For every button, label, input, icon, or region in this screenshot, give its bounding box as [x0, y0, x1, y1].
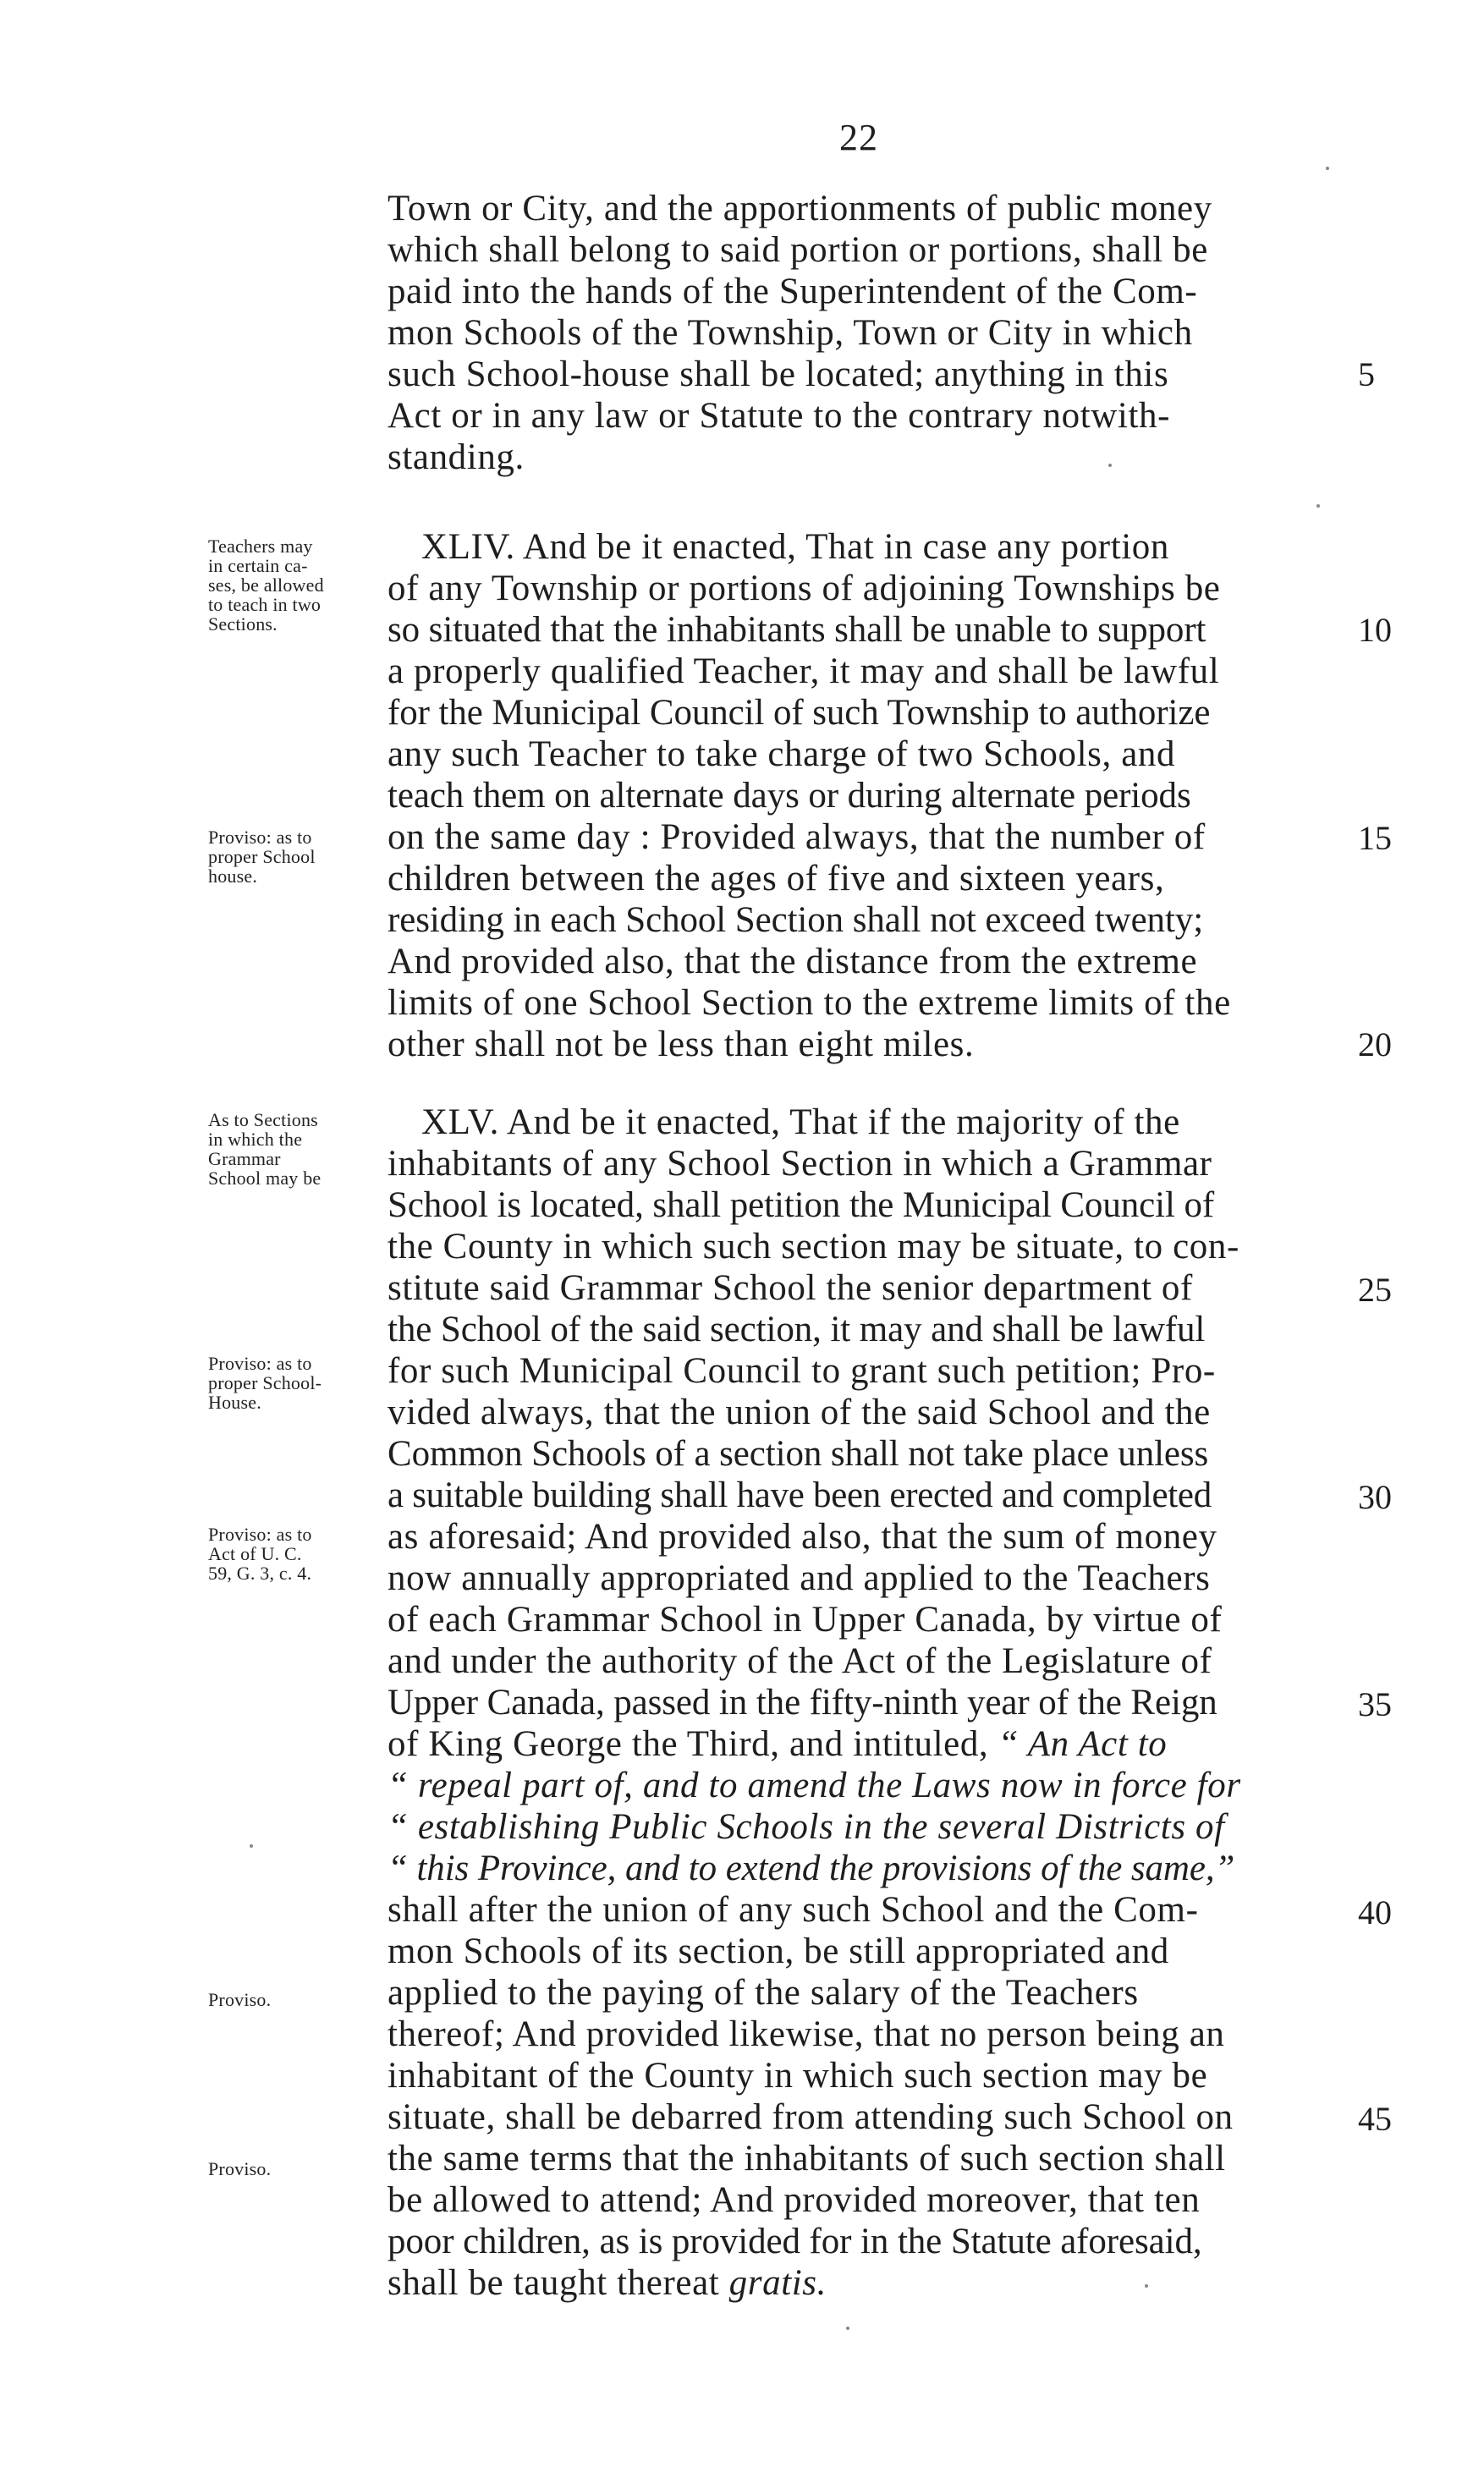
- text-line: a suitable building shall have been erected and completed: [387, 1475, 1212, 1515]
- text-line: any such Teacher to take charge of two Schools, and: [387, 734, 1176, 774]
- page-number: 22: [839, 117, 878, 158]
- italic-quote-line: “ repeal part of, and to amend the Laws now in force for: [387, 1766, 1241, 1805]
- italic-quote-line: “ this Province, and to extend the provisions of the same,”: [387, 1849, 1235, 1888]
- margin-note-line: in certain ca-: [208, 555, 308, 576]
- text-line: children between the ages of five and sixteen years,: [387, 859, 1165, 898]
- margin-note-proviso-school-house: [208, 1354, 382, 1412]
- text-line: on the same day : Provided always, that the number of: [387, 817, 1206, 857]
- text-line: which shall belong to said portion or portions, shall be: [387, 230, 1208, 270]
- margin-note-line: Sections.: [208, 613, 278, 635]
- italic-quote-line: “ establishing Public Schools in the several Districts of: [387, 1807, 1225, 1847]
- line-number: 45: [1358, 2100, 1392, 2138]
- margin-note-proviso-act: [208, 1525, 382, 1583]
- margin-note-line: Proviso: as to: [208, 827, 312, 848]
- text-line: vided always, that the union of the said School and the: [387, 1393, 1211, 1432]
- margin-note-line: to teach in two: [208, 594, 322, 615]
- text-line: poor children, as is provided for in the Statute aforesaid,: [387, 2222, 1202, 2261]
- margin-note-line: Proviso.: [208, 1989, 272, 2010]
- text-line: Upper Canada, passed in the fifty-ninth year of the Reign: [387, 1683, 1217, 1723]
- section-heading-line: XLIV. And be it enacted, That in case any portion: [421, 527, 1170, 567]
- text-line: situate, shall be debarred from attending such School on: [387, 2097, 1234, 2137]
- italic-end-word: gratis.: [728, 2263, 827, 2303]
- text-line: now annually appropriated and applied to the Teachers: [387, 1558, 1211, 1598]
- text-line: [387, 1723, 1352, 1765]
- print-speck: [846, 2327, 849, 2330]
- text-line: teach them on alternate days or during alternate periods: [387, 776, 1191, 816]
- section-xlv: [387, 1102, 1352, 2304]
- print-speck: [1108, 464, 1112, 467]
- text-line: shall after the union of any such School and the Com-: [387, 1890, 1199, 1930]
- text-fragment: shall be taught thereat: [387, 2263, 720, 2303]
- text-line: so situated that the inhabitants shall be unable to support: [387, 610, 1206, 650]
- text-line: Town or City, and the apportionments of public money: [387, 189, 1212, 228]
- text-line: the same terms that the inhabitants of such section shall: [387, 2139, 1226, 2179]
- margin-note-line: School may be: [208, 1168, 322, 1189]
- line-number: 20: [1358, 1025, 1392, 1063]
- margin-note-line: proper School: [208, 846, 316, 867]
- text-line: [387, 2262, 1352, 2304]
- text-line: Act or in any law or Statute to the contrary notwith-: [387, 396, 1171, 436]
- text-line: Common Schools of a section shall not take place unless: [387, 1434, 1209, 1474]
- line-number: 25: [1358, 1271, 1392, 1309]
- text-line: standing.: [387, 437, 525, 477]
- text-line: be allowed to attend; And provided moreover, that ten: [387, 2180, 1201, 2220]
- text-line: stitute said Grammar School the senior department of: [387, 1268, 1193, 1308]
- print-speck: [250, 1844, 253, 1848]
- text-line: for such Municipal Council to grant such petition; Pro-: [387, 1351, 1216, 1391]
- text-line: as aforesaid; And provided also, that the sum of money: [387, 1517, 1217, 1557]
- margin-note-line: Proviso.: [208, 2158, 272, 2179]
- print-speck: [1326, 167, 1329, 170]
- text-line: the County in which such section may be situate, to con-: [387, 1227, 1239, 1266]
- margin-note-proviso-house: [208, 827, 382, 886]
- margin-note-teachers: [208, 536, 382, 634]
- text-line: residing in each School Section shall not exceed twenty;: [387, 900, 1204, 940]
- text-line: inhabitant of the County in which such section may be: [387, 2056, 1208, 2096]
- text-line: paid into the hands of the Superintendent of the Com-: [387, 272, 1198, 311]
- margin-note-line: House.: [208, 1392, 261, 1413]
- print-speck: [1145, 2284, 1148, 2288]
- margin-note-line: ses, be allowed: [208, 574, 324, 596]
- text-line: [387, 1848, 1352, 1889]
- text-line: School is located, shall petition the Municipal Council of: [387, 1185, 1215, 1225]
- text-line: of each Grammar School in Upper Canada, by virtue of: [387, 1600, 1223, 1640]
- text-line: mon Schools of the Township, Town or City in which: [387, 313, 1193, 353]
- margin-note-line: in which the: [208, 1129, 303, 1150]
- line-number: 5: [1358, 355, 1375, 393]
- text-line: And provided also, that the distance from the extreme: [387, 942, 1198, 981]
- line-number: 10: [1358, 611, 1392, 649]
- text-line: thereof; And provided likewise, that no person being an: [387, 2014, 1225, 2054]
- italic-quote-start: “ An Act to: [998, 1724, 1168, 1764]
- margin-note-proviso: [208, 1990, 382, 2009]
- text-line: for the Municipal Council of such Township to authorize: [387, 693, 1211, 733]
- text-line: inhabitants of any School Section in which a Grammar: [387, 1144, 1212, 1184]
- line-number: 15: [1358, 819, 1392, 857]
- text-line: a properly qualified Teacher, it may and shall be lawful: [387, 651, 1220, 691]
- text-line: other shall not be less than eight miles.: [387, 1025, 975, 1064]
- margin-note-proviso: [208, 2159, 382, 2179]
- margin-note-line: proper School-: [208, 1372, 322, 1393]
- line-number: 30: [1358, 1478, 1392, 1516]
- text-line: limits of one School Section to the extreme limits of the: [387, 983, 1231, 1023]
- margin-note-line: Teachers may: [208, 536, 313, 557]
- margin-note-line: 59, G. 3, c. 4.: [208, 1563, 312, 1584]
- margin-note-grammar-sections: [208, 1110, 382, 1188]
- margin-note-line: As to Sections: [208, 1109, 318, 1130]
- margin-note-line: Proviso: as to: [208, 1353, 312, 1374]
- text-fragment: of King George the Third, and intituled,: [387, 1724, 989, 1764]
- section-xliv: [387, 526, 1352, 1065]
- text-line: such School-house shall be located; anything in this: [387, 354, 1169, 394]
- text-line: [387, 1765, 1352, 1806]
- margin-note-line: Proviso: as to: [208, 1524, 312, 1545]
- line-number: 40: [1358, 1893, 1392, 1931]
- section-heading-line: XLV. And be it enacted, That if the majority of the: [421, 1102, 1180, 1142]
- margin-note-line: Grammar: [208, 1148, 281, 1169]
- margin-note-line: Act of U. C.: [208, 1543, 302, 1564]
- line-number: 35: [1358, 1685, 1392, 1723]
- print-speck: [1316, 504, 1320, 508]
- text-line: applied to the paying of the salary of the Teachers: [387, 1973, 1139, 2013]
- text-line: of any Township or portions of adjoining Townships be: [387, 569, 1221, 608]
- margin-note-line: house.: [208, 865, 258, 887]
- paragraph-continuation: [387, 188, 1352, 478]
- text-line: and under the authority of the Act of the Legislature of: [387, 1641, 1212, 1681]
- text-line: [387, 1806, 1352, 1848]
- text-line: mon Schools of its section, be still appropriated and: [387, 1931, 1169, 1971]
- text-line: the School of the said section, it may and shall be lawful: [387, 1310, 1206, 1349]
